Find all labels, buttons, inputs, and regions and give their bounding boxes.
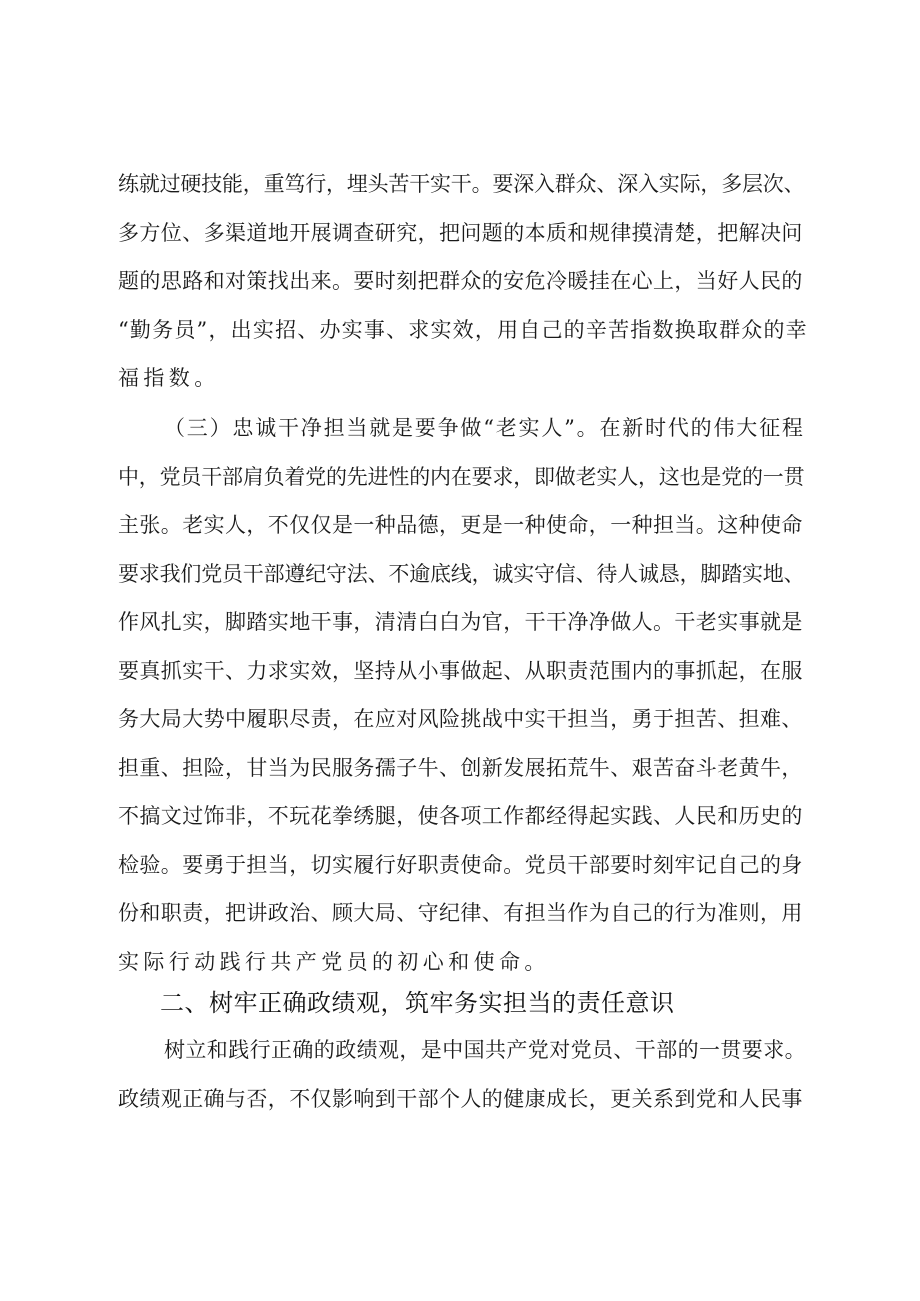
paragraph-line: “勤务员”，出实招、办实事、求实效，用自己的辛苦指数换取群众的幸 [118, 317, 808, 342]
paragraph-continuation [118, 160, 808, 403]
paragraph-line: （三）忠诚干净担当就是要争做“老实人”。在新时代的伟大征程 [164, 416, 805, 440]
paragraph-line: 不搞文过饰非，不玩花拳绣腿，使各项工作都经得起实践、人民和历史的 [118, 804, 803, 828]
paragraph-line: 主张。老实人，不仅仅是一种品德，更是一种使命，一种担当。这种使命 [118, 513, 803, 537]
paragraph-line: 作风扎实，脚踏实地干事，清清白白为官，干干净净做人。干老实事就是 [118, 610, 803, 634]
paragraph-line: 要真抓实干、力求实效，坚持从小事做起、从职责范围内的事抓起，在服 [118, 658, 803, 683]
paragraph-line: 实际行动践行共产党员的初心和使命。 [118, 949, 550, 974]
paragraph-line: 树立和践行正确的政绩观，是中国共产党对党员、干部的一贯要求。 [164, 1038, 806, 1062]
paragraph-section-two-intro [118, 1026, 808, 1123]
paragraph-section-three [118, 404, 808, 986]
paragraph-line: 要求我们党员干部遵纪守法、不逾底线，诚实守信、待人诚恳，脚踏实地、 [118, 561, 805, 586]
paragraph-line: 题的思路和对策找出来。要时刻把群众的安危冷暖挂在心上，当好人民的 [118, 269, 803, 293]
paragraph-line: 练就过硬技能，重笃行，埋头苦干实干。要深入群众、深入实际，多层次、 [118, 172, 805, 196]
paragraph-line: 政绩观正确与否，不仅影响到干部个人的健康成长，更关系到党和人民事 [118, 1086, 803, 1111]
paragraph-line: 份和职责，把讲政治、顾大局、守纪律、有担当作为自己的行为准则，用 [118, 901, 803, 925]
paragraph-line: 福指数。 [118, 366, 220, 390]
paragraph-line: 担重、担险，甘当为民服务孺子牛、创新发展拓荒牛、艰苦奋斗老黄牛， [118, 755, 803, 780]
paragraph-line: 中，党员干部肩负着党的先进性的内在要求，即做老实人，这也是党的一贯 [118, 464, 805, 489]
paragraph-line: 检验。要勇于担当，切实履行好职责使命。党员干部要时刻牢记自己的身 [118, 852, 803, 877]
paragraph-line: 务大局大势中履职尽责，在应对风险挑战中实干担当，勇于担苦、担难、 [118, 707, 803, 731]
section-heading: 二、树牢正确政绩观，筑牢务实担当的责任意识 [160, 989, 675, 1017]
paragraph-line: 多方位、多渠道地开展调查研究，把问题的本质和规律摸清楚，把解决问 [118, 220, 803, 245]
